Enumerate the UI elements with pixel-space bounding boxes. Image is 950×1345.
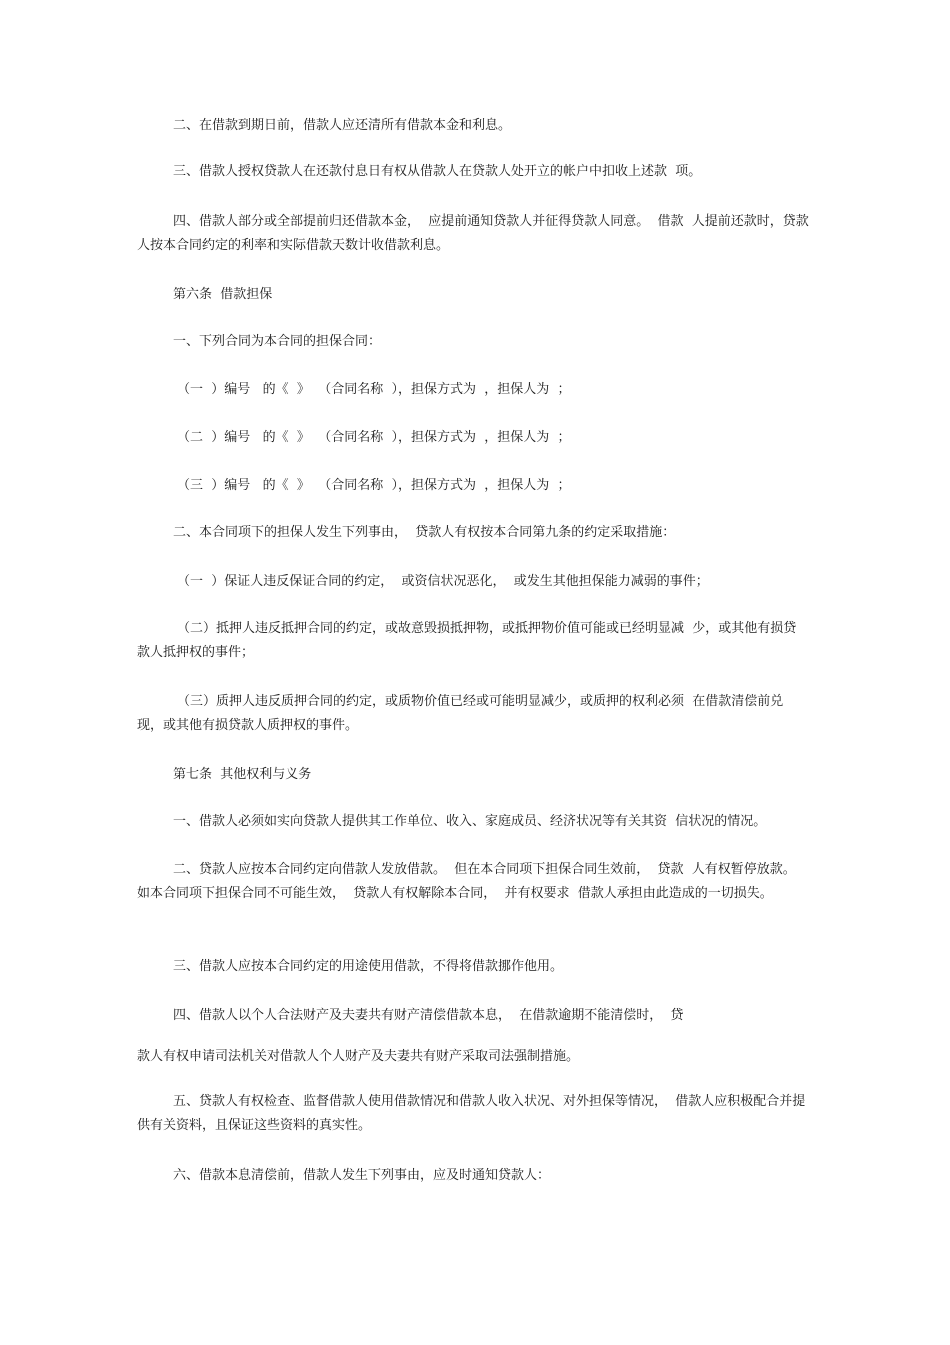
paragraph-authorize-deduct: 三、借款人授权贷款人在还款付息日有权从借款人在贷款人处开立的帐户中扣收上述款 项。 (173, 164, 702, 179)
guarantee-item-1: （一 ）编号 的《 》 （合同名称 ），担保方式为 ，担保人为 ； (177, 382, 571, 397)
article-7-heading: 第七条 其他权利与义务 (173, 767, 312, 782)
guarantor-event-3: （三）质押人违反质押合同的约定，或质物价值已经或可能明显减少，或质押的权利必须 在借款清偿前兑现，或其他有损贷款人质押权的事件。 (137, 694, 784, 733)
paragraph-repay-with-assets: 四、借款人以个人合法财产及夫妻共有财产清偿借款本息， 在借款逾期不能清偿时， 贷 (173, 1008, 684, 1023)
paragraph-judicial-measures: 款人有权申请司法机关对借款人个人财产及夫妻共有财产采取司法强制措施。 (137, 1049, 580, 1064)
paragraph-guarantee-contracts: 一、下列合同为本合同的担保合同： (173, 334, 382, 349)
paragraph-guarantor-events: 二、本合同项下的担保人发生下列事由， 贷款人有权按本合同第九条的约定采取措施： (173, 525, 676, 540)
guarantee-item-3: （三 ）编号 的《 》 （合同名称 ），担保方式为 ，担保人为 ； (177, 478, 571, 493)
paragraph-loan-purpose: 三、借款人应按本合同约定的用途使用借款，不得将借款挪作他用。 (173, 959, 564, 974)
paragraph-repay-before-due: 二、在借款到期日前，借款人应还清所有借款本金和利息。 (173, 118, 512, 133)
paragraph-lender-disburse: 二、贷款人应按本合同约定向借款人发放借款。 但在本合同项下担保合同生效前， 贷款 人有权暂停放款。 如本合同项下担保合同不可能生效， 贷款人有权解除本合同， 并有权要求 借款人承担由此造成的一切损失。 (137, 862, 805, 901)
paragraph-notify-lender: 六、借款本息清偿前，借款人发生下列事由，应及时通知贷款人： (173, 1168, 551, 1183)
paragraph-borrower-info: 一、借款人必须如实向贷款人提供其工作单位、收入、家庭成员、经济状况等有关其资 信状况的情况。 (173, 814, 767, 829)
guarantee-item-2: （二 ）编号 的《 》 （合同名称 ），担保方式为 ，担保人为 ； (177, 430, 571, 445)
guarantor-event-2: （二）抵押人违反抵押合同的约定，或故意毁损抵押物，或抵押物价值可能或已经明显减 少，或其他有损贷款人抵押权的事件； (137, 621, 797, 660)
article-6-heading: 第六条 借款担保 (173, 287, 273, 302)
guarantor-event-1: （一 ）保证人违反保证合同的约定， 或资信状况恶化， 或发生其他担保能力减弱的事件； (177, 574, 709, 589)
paragraph-lender-inspect: 五、贷款人有权检查、监督借款人使用借款情况和借款人收入状况、对外担保等情况， 借款人应积极配合并提供有关资料，且保证这些资料的真实性。 (137, 1094, 806, 1133)
paragraph-early-repayment: 四、借款人部分或全部提前归还借款本金， 应提前通知贷款人并征得贷款人同意。 借款 人提前还款时，贷款人按本合同约定的利率和实际借款天数计收借款利息。 (137, 214, 809, 253)
